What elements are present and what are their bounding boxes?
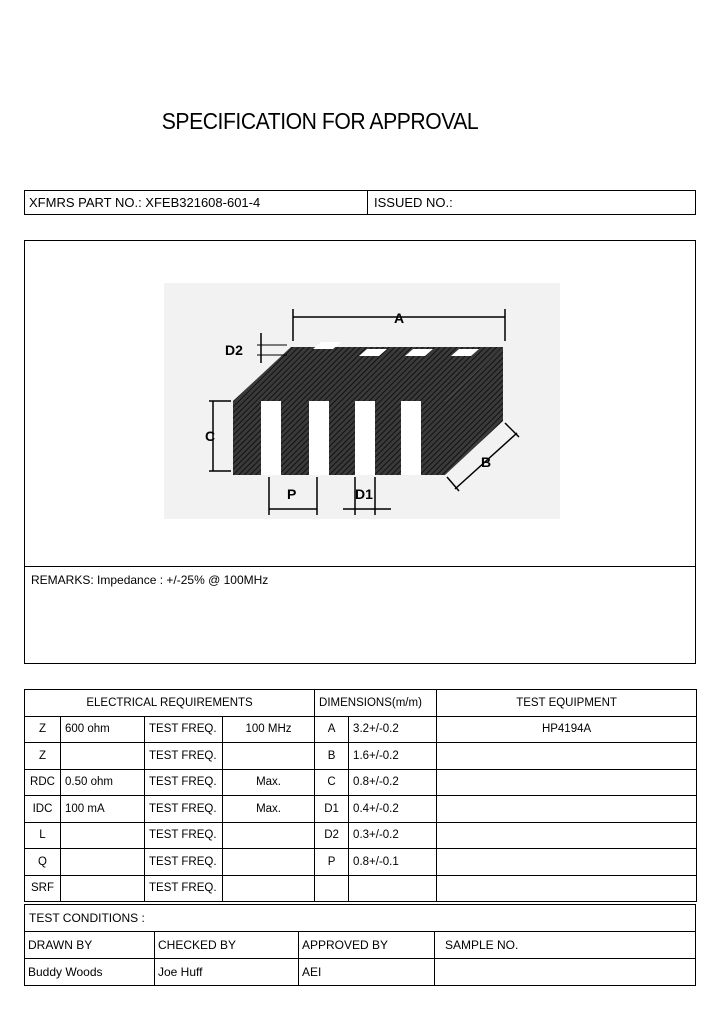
table-row — [25, 769, 697, 796]
test-cell: TEST FREQ. — [145, 769, 223, 796]
dim-cell — [315, 875, 349, 902]
equipment-cell — [437, 743, 697, 770]
value-cell — [61, 743, 145, 770]
sample-no-label: SAMPLE NO. — [445, 938, 519, 952]
signoff-block — [24, 904, 696, 986]
param-cell: IDC — [25, 796, 61, 823]
dim-value-cell: 3.2+/-0.2 — [349, 716, 437, 743]
equipment-cell — [437, 822, 697, 849]
equipment-cell — [437, 849, 697, 876]
table-row — [25, 849, 697, 876]
test-cell: TEST FREQ. — [145, 849, 223, 876]
dim-value-cell: 1.6+/-0.2 — [349, 743, 437, 770]
freq-cell: Max. — [223, 796, 315, 823]
equipment-cell — [437, 796, 697, 823]
equipment-cell — [437, 769, 697, 796]
electrical-header: ELECTRICAL REQUIREMENTS — [25, 690, 315, 717]
part-number-label: XFMRS PART NO.: XFEB321608-601-4 — [25, 191, 368, 214]
dim-a-label: A — [393, 310, 405, 326]
drawn-by-label: DRAWN BY — [25, 932, 155, 958]
dim-cell: P — [315, 849, 349, 876]
remarks-text: REMARKS: Impedance : +/-25% @ 100MHz — [31, 573, 269, 587]
issued-number-label: ISSUED NO.: — [374, 195, 453, 210]
table-row — [25, 875, 697, 902]
dimensions-header: DIMENSIONS(m/m) — [315, 690, 437, 717]
value-cell: 0.50 ohm — [61, 769, 145, 796]
dim-c-label: C — [205, 428, 216, 444]
freq-cell — [223, 875, 315, 902]
dim-d2-label: D2 — [225, 342, 243, 358]
param-cell: Q — [25, 849, 61, 876]
dim-value-cell: 0.3+/-0.2 — [349, 822, 437, 849]
value-cell — [61, 822, 145, 849]
freq-cell: Max. — [223, 769, 315, 796]
test-cell: TEST FREQ. — [145, 875, 223, 902]
param-cell: L — [25, 822, 61, 849]
param-cell: Z — [25, 716, 61, 743]
table-row — [25, 743, 697, 770]
value-cell — [61, 875, 145, 902]
test-cell: TEST FREQ. — [145, 822, 223, 849]
dim-cell: D1 — [315, 796, 349, 823]
dim-d1-label: D1 — [355, 486, 373, 502]
dim-cell: D2 — [315, 822, 349, 849]
value-cell: 600 ohm — [61, 716, 145, 743]
equipment-header: TEST EQUIPMENT — [437, 690, 697, 717]
freq-cell: 100 MHz — [223, 716, 315, 743]
equipment-cell: HP4194A — [437, 716, 697, 743]
value-cell: 100 mA — [61, 796, 145, 823]
dim-cell: C — [315, 769, 349, 796]
param-cell: SRF — [25, 875, 61, 902]
freq-cell — [223, 849, 315, 876]
signoff-values-row — [25, 958, 695, 985]
part-header — [24, 190, 696, 215]
param-cell: Z — [25, 743, 61, 770]
table-row — [25, 716, 697, 743]
dim-cell: B — [315, 743, 349, 770]
sample-no-value — [435, 959, 695, 985]
dim-value-cell — [349, 875, 437, 902]
dim-p-label: P — [287, 486, 297, 502]
equipment-cell — [437, 875, 697, 902]
test-cell: TEST FREQ. — [145, 743, 223, 770]
chip-bead-drawing — [25, 241, 695, 567]
dim-cell: A — [315, 716, 349, 743]
component-drawing-panel — [24, 240, 696, 567]
freq-cell — [223, 743, 315, 770]
approved-by-value: AEI — [299, 959, 435, 985]
dim-b-label: B — [481, 454, 492, 470]
signoff-labels-row — [25, 932, 695, 958]
approved-by-label: APPROVED BY — [299, 932, 435, 958]
checked-by-value: Joe Huff — [155, 959, 299, 985]
table-row — [25, 796, 697, 823]
remarks-box — [24, 566, 696, 664]
table-row — [25, 822, 697, 849]
dim-value-cell: 0.4+/-0.2 — [349, 796, 437, 823]
test-conditions: TEST CONDITIONS : — [25, 905, 695, 932]
test-cell: TEST FREQ. — [145, 796, 223, 823]
page-title: SPECIFICATION FOR APPROVAL — [161, 108, 479, 134]
dim-value-cell: 0.8+/-0.2 — [349, 769, 437, 796]
freq-cell — [223, 822, 315, 849]
checked-by-label: CHECKED BY — [155, 932, 299, 958]
test-cell: TEST FREQ. — [145, 716, 223, 743]
spec-table — [24, 689, 697, 902]
param-cell: RDC — [25, 769, 61, 796]
dim-value-cell: 0.8+/-0.1 — [349, 849, 437, 876]
drawn-by-value: Buddy Woods — [25, 959, 155, 985]
value-cell — [61, 849, 145, 876]
